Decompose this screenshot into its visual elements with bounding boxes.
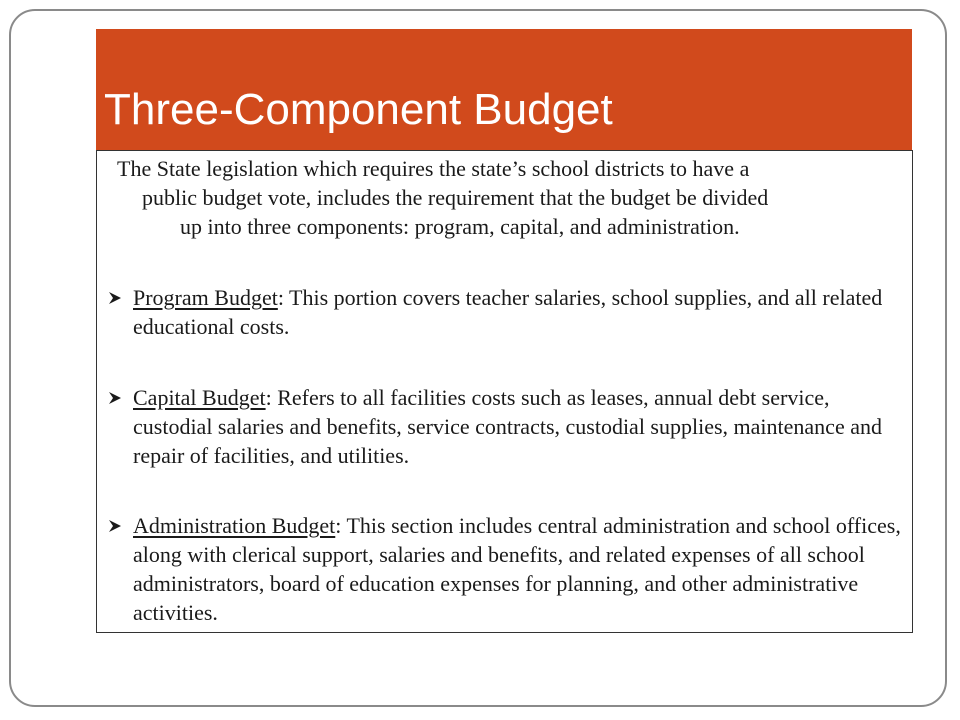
- bullet-text: Refers to all facilities costs such as leases, annual debt service, custodial salaries and benefits, service contracts, custodial supplies, maintenance and repair of facilities, and utilities.: [133, 385, 882, 468]
- bullet-capital-budget: [106, 383, 906, 470]
- arrow-bullet-icon: [106, 511, 124, 540]
- bullet-program-budget: [106, 283, 906, 341]
- bullet-text: This portion covers teacher salaries, school supplies, and all related educational costs.: [133, 285, 883, 339]
- bullet-term: Capital Budget: [133, 385, 266, 410]
- bullet-term: Program Budget: [133, 285, 278, 310]
- intro-line-3: up into three components: program, capital, and administration.: [180, 214, 740, 239]
- arrow-bullet-icon: [106, 283, 124, 312]
- bullet-text: This section includes central administration and school offices, along with clerical support, salaries and benefits, and related expenses of all school administrators, board of education expenses for planning, and other administrative activities.: [133, 513, 901, 625]
- bullet-term: Administration Budget: [133, 513, 336, 538]
- intro-line-2: public budget vote, includes the requirement that the budget be divided: [142, 185, 769, 210]
- bullet-separator: :: [265, 385, 278, 410]
- bullet-separator: :: [335, 513, 347, 538]
- bullet-administration-budget: [106, 511, 906, 627]
- intro-line-1: The State legislation which requires the state’s school districts to have a: [117, 156, 750, 181]
- intro-paragraph: [112, 154, 908, 241]
- slide-title: Three-Component Budget: [104, 85, 613, 134]
- arrow-bullet-icon: [106, 383, 124, 412]
- bullet-separator: :: [277, 285, 290, 310]
